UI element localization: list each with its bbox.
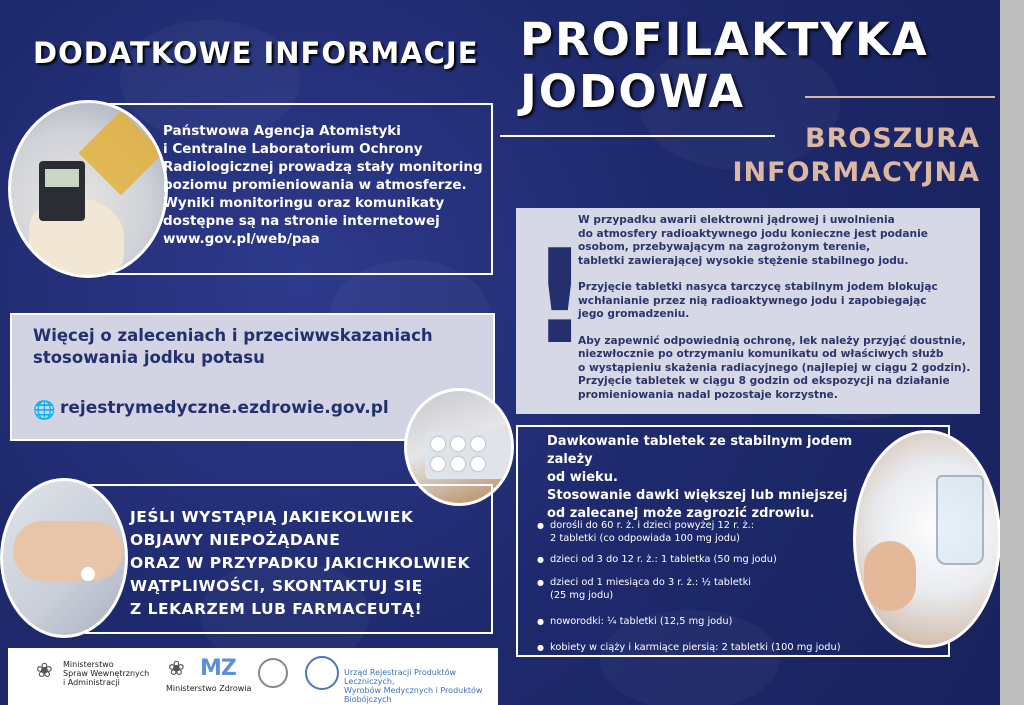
inspection-seal-icon xyxy=(258,658,288,688)
tablet-dot xyxy=(451,437,465,451)
dosage-heading xyxy=(547,433,897,523)
dosage-item-newborns xyxy=(537,615,867,628)
urpl-line: Urząd Rejestracji Produktów Leczniczych, xyxy=(344,668,457,686)
info-line: promieniowania nadal pozostaje korzystne. xyxy=(578,388,838,401)
dosage-item-toddlers xyxy=(537,576,867,602)
more-info-title xyxy=(33,325,473,369)
dosage-item-adults xyxy=(537,519,867,545)
info-line: Przyjęcie tabletki nasyca tarczycę stabilnym jodem blokując xyxy=(578,281,938,293)
dosage-heading-line: od zalecanej może zagrozić zdrowiu. xyxy=(547,506,815,521)
water-glass xyxy=(936,475,984,565)
tablet-dot xyxy=(471,437,485,451)
dosage-heading-line: Dawkowanie tabletek ze stabilnym jodem zależy xyxy=(547,434,853,467)
warning-line: Z LEKARZEM LUB FARMACEUTĄ! xyxy=(130,600,423,618)
info-line: jego gromadzeniu. xyxy=(578,308,690,320)
tablet-dot xyxy=(431,457,445,471)
dosage-line: ● dzieci od 3 do 12 r. ż.: 1 tabletka (50 mg jodu) xyxy=(550,554,777,565)
geiger-counter-icon xyxy=(39,161,85,221)
left-heading: DODATKOWE INFORMACJE xyxy=(33,36,479,70)
fingers xyxy=(13,521,123,581)
main-title xyxy=(520,14,929,118)
pill-in-fingers-photo xyxy=(0,478,128,638)
more-info-title-line2: stosowania jodku potasu xyxy=(33,348,265,367)
monitoring-line: Radiologicznej prowadzą stały monitoring xyxy=(163,159,483,175)
mswia-line: i Administracji xyxy=(63,678,120,687)
monitoring-line: Państwowa Agencja Atomistyki xyxy=(163,123,401,139)
geiger-screen xyxy=(45,169,79,187)
info-line: Aby zapewnić odpowiednią ochronę, lek należy przyjąć doustnie, xyxy=(578,334,966,347)
warning-line: OBJAWY NIEPOŻĄDANE xyxy=(130,531,341,549)
subtitle-line1: BROSZURA xyxy=(805,123,980,154)
monitoring-text xyxy=(163,122,493,248)
paa-url[interactable]: www.gov.pl/web/paa xyxy=(163,231,320,247)
urpl-line: Wyrobów Medycznych i Produktów Biobójczych xyxy=(344,686,483,704)
info-line: Przyjęcie tabletek w ciągu 8 godzin od ekspozycji na działanie xyxy=(578,375,950,387)
dosage-line: ● noworodki: ¼ tabletki (12,5 mg jodu) xyxy=(550,616,733,627)
main-title-line2: JODOWA xyxy=(520,65,746,118)
main-title-line1: PROFILAKTYKA xyxy=(520,13,929,66)
dosage-list xyxy=(537,519,867,654)
info-paragraph xyxy=(578,335,978,403)
mz-logo-mark: MZ xyxy=(200,656,236,681)
subtitle-rule xyxy=(805,96,995,98)
dosage-heading-line: Stosowanie dawki większej lub mniejszej xyxy=(547,488,848,503)
geiger-counter-photo xyxy=(8,100,168,278)
dosage-item-pregnant xyxy=(537,641,867,654)
warning-line: JEŚLI WYSTĄPIĄ JAKIEKOLWIEK xyxy=(130,508,414,526)
dosage-line: (25 mg jodu) xyxy=(550,590,614,601)
globe-cursor-icon: 🌐 xyxy=(33,400,56,421)
info-line: o wystąpieniu skażenia radiacyjnego (najlepiej w ciągu 2 godzin). xyxy=(578,361,971,374)
tablet-dot xyxy=(471,457,485,471)
subtitle xyxy=(700,122,980,190)
logo-strip xyxy=(8,648,498,705)
dosage-line: ● kobiety w ciąży i karmiące piersią: 2 tabletki (100 mg jodu) xyxy=(550,642,841,653)
subtitle-line2: INFORMACYJNA xyxy=(732,157,980,188)
mswia-line: Spraw Wewnętrznych xyxy=(63,669,150,678)
warning-line: ORAZ W PRZYPADKU JAKICHKOLWIEK xyxy=(130,554,471,572)
exclamation-icon: ! xyxy=(530,221,590,373)
registry-link[interactable]: rejestrymedyczne.ezdrowie.gov.pl xyxy=(60,398,389,418)
more-info-title-line1: Więcej o zaleceniach i przeciwwskazaniach xyxy=(33,326,433,345)
monitoring-line: poziomu promieniowania w atmosferze. xyxy=(163,177,467,193)
info-line: do atmosfery radioaktywnego jodu konieczne jest podanie xyxy=(578,227,928,240)
info-line: wchłanianie przez nią radioaktywnego jodu i zapobiegając xyxy=(578,294,927,307)
info-line: niezwłocznie po otrzymaniu komunikatu od właściwych służb xyxy=(578,348,944,360)
iodine-info-text xyxy=(578,214,978,415)
urpl-logo-text xyxy=(344,668,498,704)
mz-logo-text: Ministerstwo Zdrowia xyxy=(166,684,252,693)
eagle-emblem-icon: ❀ xyxy=(36,658,53,682)
info-paragraph xyxy=(578,214,978,268)
tablet-dot xyxy=(431,437,445,451)
dosage-heading-line: od wieku. xyxy=(547,470,618,485)
dosage-line: ● dzieci od 1 miesiąca do 3 r. ż.: ½ tabletki xyxy=(550,577,751,588)
monitoring-line: i Centralne Laboratorium Ochrony xyxy=(163,141,423,157)
pill xyxy=(81,567,95,581)
dosage-line: 2 tabletki (co odpowiada 100 mg jodu) xyxy=(550,533,740,544)
eagle-emblem-icon: ❀ xyxy=(168,656,185,680)
info-line: W przypadku awarii elektrowni jądrowej i uwolnienia xyxy=(578,214,895,226)
warning-text xyxy=(130,506,485,621)
dosage-line: ● dorośli do 60 r. ż. i dzieci powyżej 12 r. ż.: xyxy=(550,520,755,531)
warning-line: WĄTPLIWOŚCI, SKONTAKTUJ SIĘ xyxy=(130,577,423,595)
glass-of-water-photo xyxy=(853,430,1000,648)
urpl-seal-icon xyxy=(305,656,339,690)
mswia-line: Ministerstwo xyxy=(63,660,114,669)
monitoring-line: dostępne są na stronie internetowej xyxy=(163,213,440,229)
blister-pack xyxy=(425,431,514,479)
info-line: tabletki zawierającej wysokie stężenie stabilnego jodu. xyxy=(578,254,909,267)
hand xyxy=(864,541,916,611)
info-line: osobom, przebywającym na zagrożonym terenie, xyxy=(578,241,871,253)
dosage-item-children xyxy=(537,553,867,566)
mswia-logo-text xyxy=(63,660,149,687)
monitoring-line: Wyniki monitoringu oraz komunikaty xyxy=(163,195,445,211)
page-margin-strip xyxy=(1000,0,1024,705)
tablet-dot xyxy=(451,457,465,471)
info-paragraph xyxy=(578,281,978,322)
